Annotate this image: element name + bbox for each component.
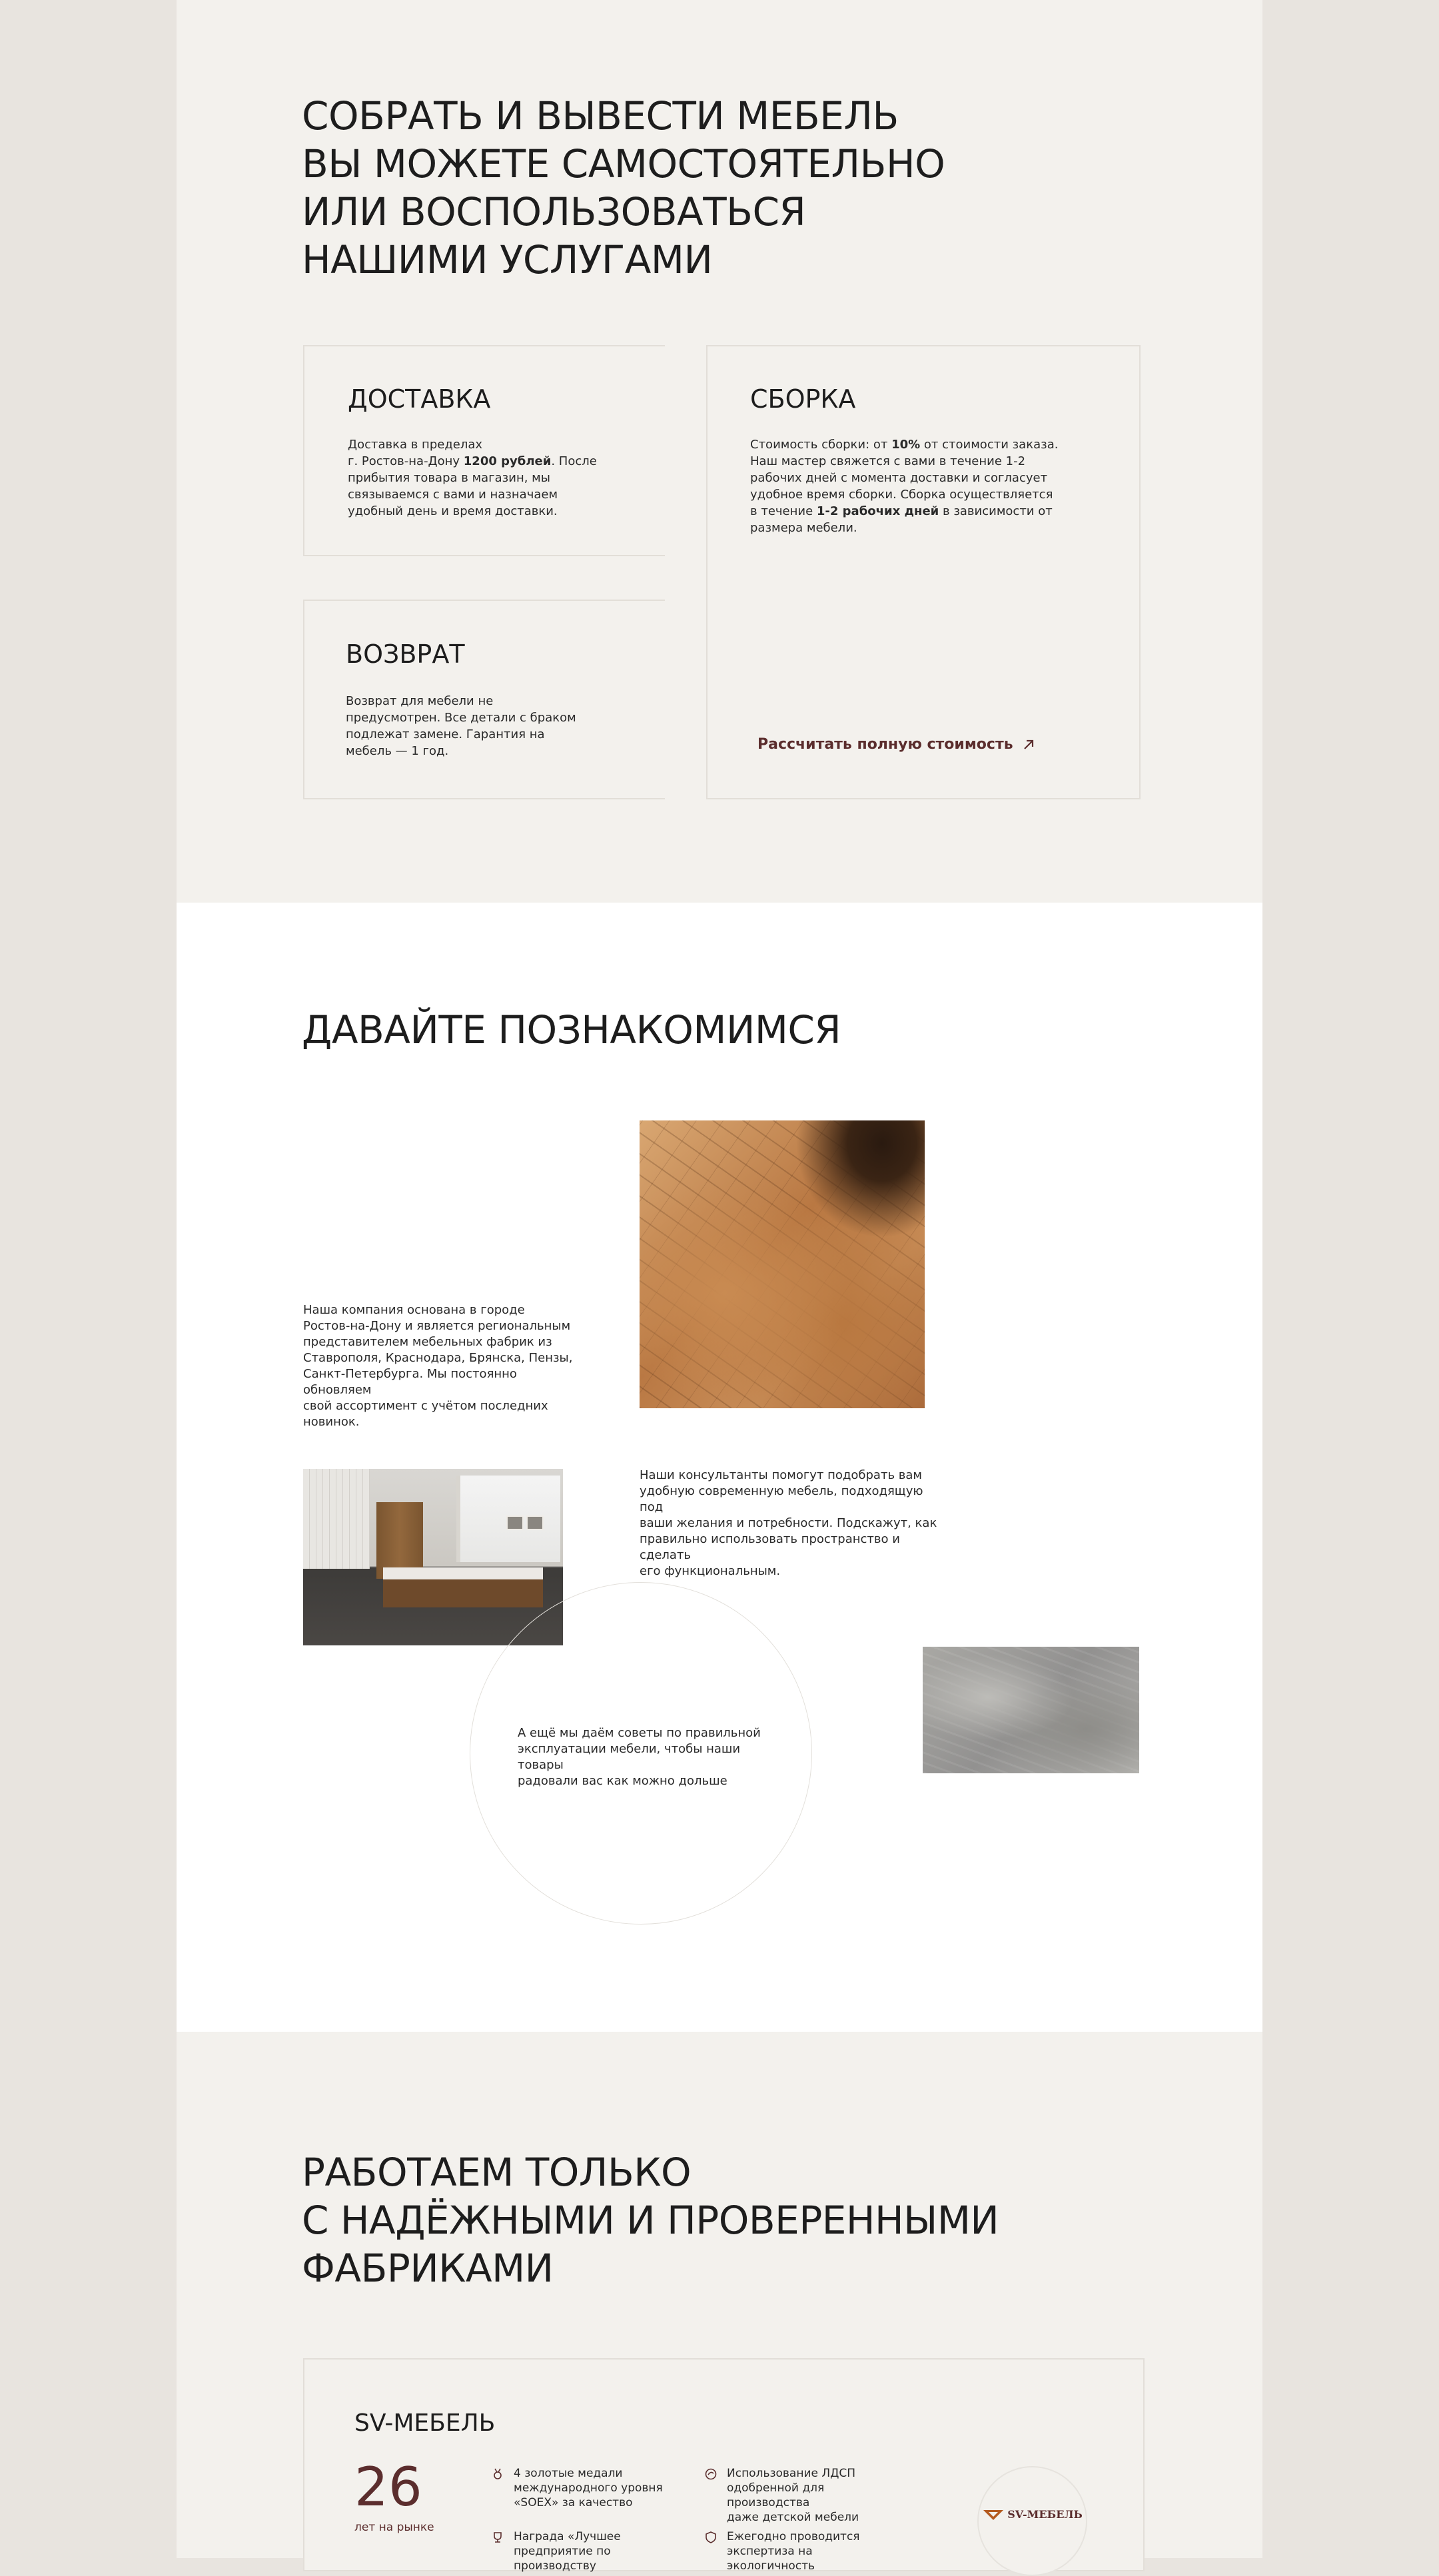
feature-line: международного уровня [514,2481,663,2495]
return-text-line: предусмотрен. Все детали с браком [346,711,576,725]
calculate-cost-link[interactable] [757,736,1036,753]
return-text-line: подлежат замене. Гарантия на [346,727,545,741]
delivery-card [303,345,665,556]
about-text-line: представителем мебельных фабрик из [303,1335,552,1349]
assembly-days: 1-2 рабочих дней [816,504,939,518]
delivery-text-line: прибытия товара в магазин, мы [348,471,550,485]
assembly-text-line: рабочих дней с момента доставки и согласует [750,471,1048,485]
years-on-market-value: 26 [354,2456,422,2518]
factory-feature [491,2529,687,2573]
feature-line: «SOEX» за качество [514,2496,633,2509]
feature-line: Ежегодно проводится [727,2530,860,2543]
delivery-text-line: . После [551,454,597,468]
services-heading [302,92,945,284]
assembly-text [750,436,1058,536]
factory-feature-text [727,2529,900,2573]
years-on-market-label: лет на рынке [354,2521,434,2534]
assembly-percent: 10% [891,438,921,452]
factories-section [177,2032,1262,2573]
leaf-badge-icon [704,2467,718,2481]
about-text-line: его функциональным. [640,1564,781,1578]
services-heading-line: СОБРАТЬ И ВЫВЕСТИ МЕБЕЛЬ [302,93,899,139]
about-text-line: А ещё мы даём советы по правильной [518,1726,761,1740]
factory-feature-text [727,2466,900,2525]
factories-heading-line: ФАБРИКАМИ [302,2246,554,2291]
bedroom-picture [506,1515,524,1530]
logo-shape-icon [982,2508,1005,2521]
arrow-up-right-icon [1021,737,1036,752]
factories-heading [302,2148,999,2292]
feature-line: даже детской мебели [727,2511,859,2524]
calculate-cost-label: Рассчитать полную стоимость [757,736,1013,753]
assembly-text-line: удобное время сборки. Сборка осуществляется [750,488,1053,502]
factory-name: SV-МЕБЕЛЬ [354,2409,496,2437]
feature-line: Награда «Лучшее [514,2530,621,2543]
return-text-line: Возврат для мебели не [346,694,494,708]
wood-texture-image [640,1120,925,1408]
about-text-line: Наши консультанты помогут подобрать вам [640,1468,922,1482]
services-heading-line: ИЛИ ВОСПОЛЬЗОВАТЬСЯ [302,189,806,234]
return-card [303,600,665,799]
delivery-text-line: связываемся с вами и назначаем [348,488,558,502]
factory-feature-text [514,2529,687,2573]
bedroom-wall [303,1469,370,1569]
factory-logo-text: SV-МЕБЕЛЬ [1007,2508,1083,2521]
feature-line: одобренной для производства [727,2481,825,2509]
feature-line: Использование ЛДСП [727,2467,856,2480]
delivery-text-line: удобный день и время доставки. [348,504,558,518]
factory-card[interactable] [303,2358,1145,2571]
delivery-text-line: Доставка в пределах [348,438,483,452]
delivery-price: 1200 рублей [463,454,552,468]
about-text-line: Наша компания основана в городе [303,1303,525,1317]
medal-icon [491,2467,504,2481]
about-text-line: свой ассортимент с учётом последних [303,1399,548,1413]
about-intro-text [303,1302,583,1430]
factories-heading-line: РАБОТАЕМ ТОЛЬКО [302,2150,692,2195]
about-text-line: ваши желания и потребности. Подскажут, как [640,1516,937,1530]
delivery-text [348,436,597,520]
about-advice-text [518,1725,784,1789]
assembly-text-line: от стоимости заказа. [920,438,1059,452]
return-text-line: мебель — 1 год. [346,744,449,758]
about-text-line: эксплуатации мебели, чтобы наши товары [518,1742,741,1772]
feature-line: 4 золотые медали [514,2467,623,2480]
factory-logo-mark [982,2508,1083,2521]
about-section [177,903,1262,2032]
shield-icon [704,2531,718,2544]
trophy-icon [491,2531,504,2544]
bedroom-picture [526,1515,544,1530]
factory-feature [491,2466,687,2510]
assembly-text-line: в зависимости от [939,504,1053,518]
page [177,0,1262,2573]
feature-line: предприятие по производству [514,2545,611,2573]
services-heading-line: ВЫ МОЖЕТЕ САМОСТОЯТЕЛЬНО [302,141,945,187]
about-text-line: новинок. [303,1415,360,1429]
delivery-title: ДОСТАВКА [348,384,491,414]
services-section [177,0,1262,903]
return-text [346,693,576,759]
stone-texture-image [923,1647,1139,1773]
about-heading: ДАВАЙТЕ ПОЗНАКОМИМСЯ [302,1007,841,1053]
bedroom-photo [303,1469,563,1645]
factories-heading-line: С НАДЁЖНЫМИ И ПРОВЕРЕННЫМИ [302,2198,999,2243]
assembly-text-line: в течение [750,504,817,518]
assembly-card [706,345,1141,799]
factory-feature [704,2466,900,2525]
about-text-line: правильно использовать пространство и сделать [640,1532,900,1562]
assembly-text-line: размера мебели. [750,521,857,535]
bedroom-bed [383,1567,543,1607]
feature-line: экспертиза на экологичность [727,2545,815,2573]
about-text-line: радовали вас как можно дольше [518,1774,727,1788]
factory-feature-text [514,2466,687,2510]
about-consultants-text [640,1468,946,1579]
return-title: ВОЗВРАТ [346,640,465,669]
about-text-line: Ростов-на-Дону и является региональным [303,1319,571,1333]
assembly-title: СБОРКА [750,384,856,414]
about-text-line: удобную современную мебель, подходящую под [640,1484,923,1514]
assembly-text-line: Наш мастер свяжется с вами в течение 1-2 [750,454,1026,468]
factory-feature [704,2529,900,2573]
about-text-line: Ставрополя, Краснодара, Брянска, Пензы, [303,1351,573,1365]
services-heading-line: НАШИМИ УСЛУГАМИ [302,237,713,282]
delivery-text-line: г. Ростов-на-Дону [348,454,464,468]
factory-logo [977,2466,1087,2576]
about-text-line: Санкт-Петербурга. Мы постоянно обновляем [303,1367,517,1397]
assembly-text-line: Стоимость сборки: от [750,438,892,452]
